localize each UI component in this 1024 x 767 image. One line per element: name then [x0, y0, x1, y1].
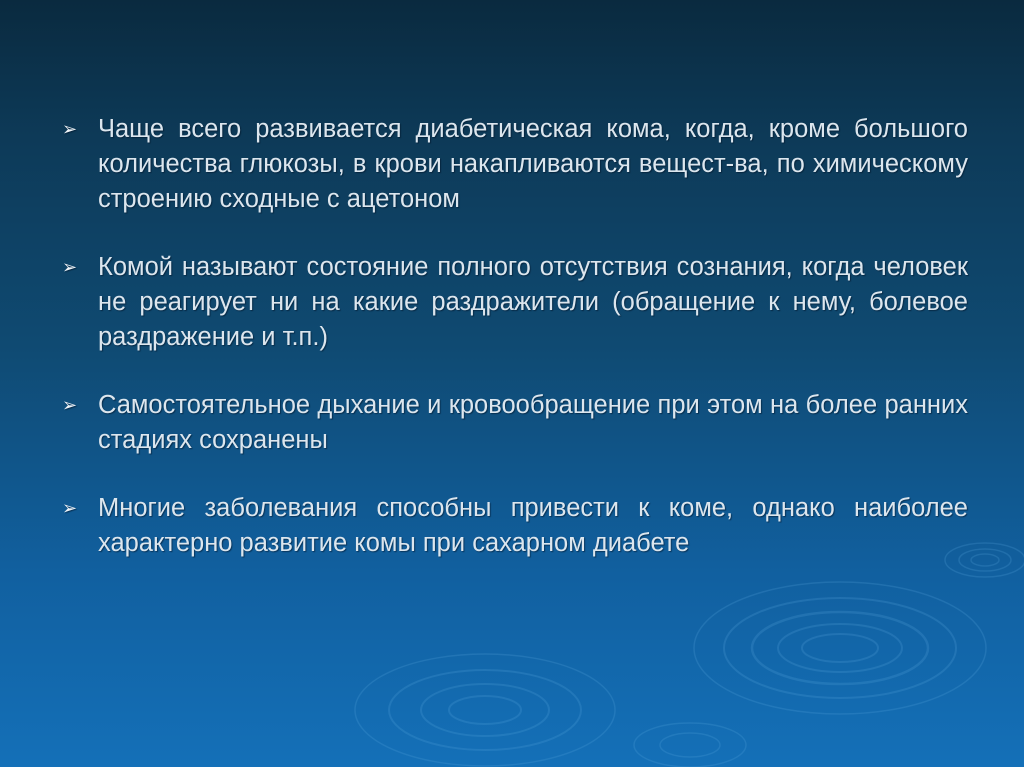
list-item — [60, 388, 968, 458]
arrowhead-bullet-icon: ➢ — [62, 257, 78, 277]
bullet-text: Чаще всего развивается диабетическая кома, когда, кроме большого количества глюкозы, в крови накапливаются вещест-ва, по химическому строению сходные с ацетоном — [98, 115, 968, 213]
arrowhead-bullet-icon: ➢ — [62, 395, 78, 415]
ripple-group-lower-middle — [634, 723, 746, 767]
bullet-list — [60, 112, 968, 594]
arrowhead-bullet-icon: ➢ — [62, 498, 78, 518]
ripple-group-center — [355, 654, 615, 766]
list-item — [60, 250, 968, 355]
bullet-text: Комой называют состояние полного отсутствия сознания, когда человек не реагирует ни на какие раздражители (обращение к нему, болевое раздражение и т.п.) — [98, 253, 968, 351]
ripple-group-right — [694, 582, 986, 714]
bullet-text: Самостоятельное дыхание и кровообращение при этом на более ранних стадиях сохранены — [98, 391, 968, 454]
list-item — [60, 112, 968, 217]
bullet-text: Многие заболевания способны привести к коме, однако наиболее характерно развитие комы при сахарном диабете — [98, 494, 968, 557]
list-item — [60, 491, 968, 561]
arrowhead-bullet-icon: ➢ — [62, 119, 78, 139]
